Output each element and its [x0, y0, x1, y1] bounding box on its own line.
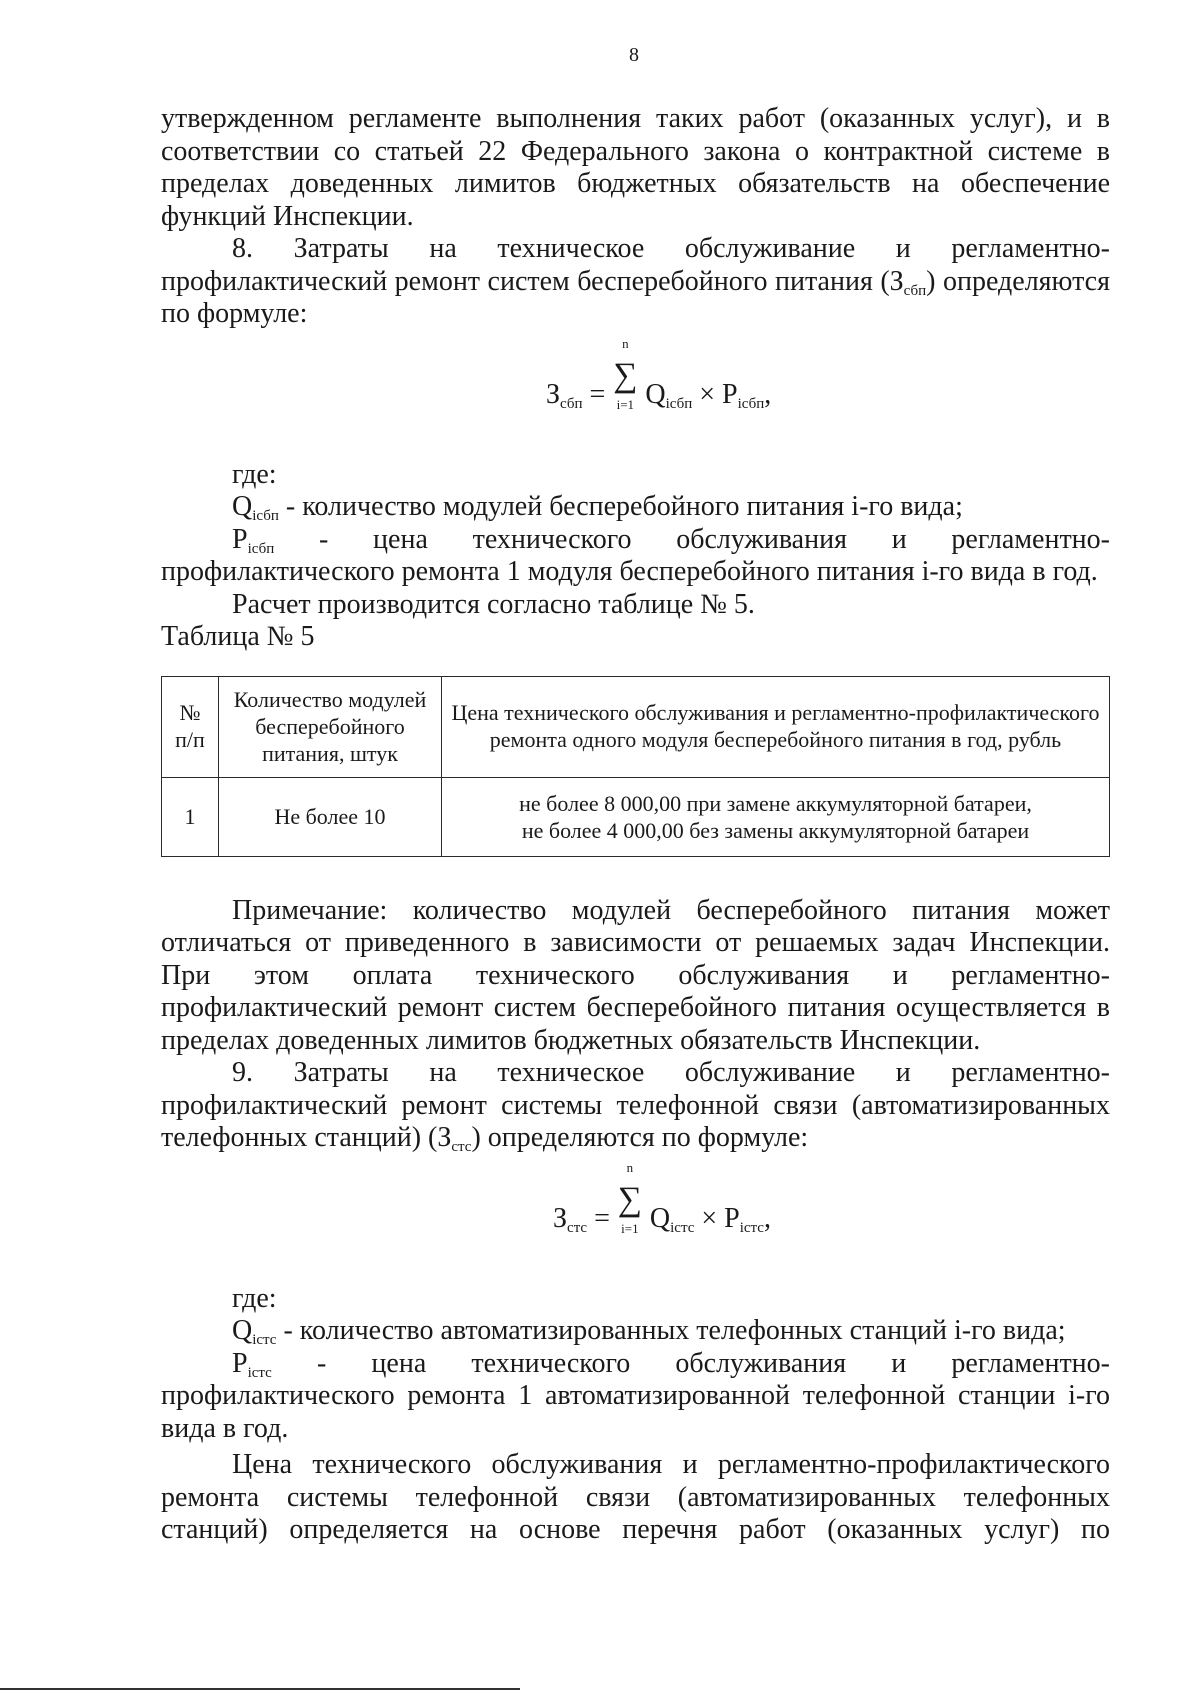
formula-phone-lhs: З — [553, 1202, 568, 1234]
where-label-1: где: — [232, 458, 277, 490]
formula-ups-comma: , — [764, 378, 772, 410]
formula-phone-times: × — [701, 1202, 718, 1234]
section-8-paragraph — [161, 233, 1110, 331]
table-header-row — [162, 676, 1110, 777]
section-9-subscript: стс — [451, 1139, 472, 1155]
table-cell-number: 1 — [162, 777, 219, 856]
sigma-icon: ∑ — [613, 356, 638, 394]
table-5 — [161, 676, 1110, 857]
formula-ups-q: Q — [645, 378, 666, 410]
section-8-text-before: 8. Затраты на техническое обслуживание и регламентно-профилактический ремонт систем бесперебойного питания (З — [161, 233, 1110, 297]
formula-ups-lhs-sub: сбп — [560, 395, 583, 412]
formula-phone-p-sub: iстс — [739, 1219, 764, 1236]
note-paragraph: Примечание: количество модулей бесперебойного питания может отличаться от приведенного в зависимости от решаемых задач Инспекции. При этом оплата технического обслуживания и регламентно-профилактический ремонт систем бесперебойного питания осуществляется в пределах доведенных лимитов бюджетных обязательств Инспекции. — [161, 894, 1110, 1056]
closing-paragraph: Цена технического обслуживания и регламентно-профилактического ремонта системы телефонной связи (автоматизированных телефонных станций) определяется на основе перечня работ (оказанных услуг) по — [161, 1449, 1110, 1545]
table-caption: Таблица № 5 — [161, 621, 315, 652]
table-header-price: Цена технического обслуживания и регламентно-профилактического ремонта одного модуля бесперебойного питания в год, рубль — [442, 676, 1110, 777]
formula-ups — [161, 331, 1110, 459]
price-line-with-battery: не более 8 000,00 при замене аккумуляторной батареи, — [519, 790, 1032, 816]
section-9-text-after: ) определяются по формуле: — [471, 1122, 809, 1153]
formula-phone-upper-limit: n — [626, 1159, 634, 1175]
bottom-scan-rule — [0, 1688, 520, 1690]
table-row — [162, 777, 1110, 856]
section-9-paragraph — [161, 1057, 1110, 1155]
sigma-icon: ∑ — [617, 1180, 643, 1218]
calculation-note: Расчет производится согласно таблице № 5. — [232, 588, 755, 620]
page-number: 8 — [629, 44, 639, 66]
table-cell-quantity: Не более 10 — [219, 777, 442, 856]
table-cell-price — [442, 777, 1110, 856]
definition-p-ups: $P_{iсбп}$ - цена технического обслуживания и регламентно-профилактического ремонта 1 модуля бесперебойного питания i-го вида в год. — [161, 523, 1110, 587]
document-body — [161, 103, 1110, 1547]
where-label-2: где: — [232, 1282, 277, 1314]
formula-ups-lower-limit: i=1 — [616, 396, 635, 412]
table-header-number: № п/п — [162, 676, 219, 777]
formula-ups-lhs: З — [546, 378, 561, 410]
section-9-text-before: 9. Затраты на техническое обслуживание и регламентно-профилактический ремонт системы телефонной связи (автоматизированных телефонных станций) (З — [161, 1057, 1110, 1153]
formula-phone-q: Q — [649, 1202, 671, 1234]
formula-phone-lhs-sub: стс — [567, 1219, 588, 1236]
formula-ups-times: × — [699, 378, 716, 410]
formula-phone-q-sub: iстс — [670, 1219, 695, 1236]
formula-phone-p: P — [724, 1202, 740, 1234]
formula-ups-p: P — [722, 378, 738, 410]
formula-ups-upper-limit: n — [622, 335, 629, 351]
formula-phone-lower-limit: i=1 — [621, 1220, 639, 1236]
formula-ups-q-sub: iсбп — [665, 395, 693, 412]
formula-phone-comma: , — [763, 1202, 771, 1234]
section-8-text-after: ) определяются по формуле: — [161, 265, 1110, 329]
formula-ups-p-sub: iсбп — [737, 395, 765, 412]
definition-p-phone: $P_{iстс}$ - цена технического обслуживания и регламентно-профилактического ремонта 1 автоматизированной телефонной станции i-го вида в год. — [161, 1347, 1110, 1444]
definition-q-phone: $Q_{iстс}$ - количество автоматизированных телефонных станций i-го вида; — [232, 1315, 1066, 1348]
table-header-quantity: Количество модулей бесперебойного питания, штук — [219, 676, 442, 777]
formula-phone-equals: = — [594, 1202, 610, 1234]
definition-q-ups: $Q_{iсбп}$ - количество модулей бесперебойного питания i-го вида; — [232, 491, 963, 524]
formula-ups-equals: = — [589, 378, 606, 410]
section-8-subscript: сбп — [903, 282, 927, 299]
intro-paragraph: утвержденном регламенте выполнения таких работ (оказанных услуг), и в соответствии со статьей 22 Федерального закона о контрактной системе в пределах доведенных лимитов бюджетных обязательств на обеспечение функций Инспекции. — [161, 103, 1110, 232]
price-line-without-battery: не более 4 000,00 без замены аккумуляторной батареи — [521, 817, 1030, 843]
formula-phone — [161, 1155, 1110, 1283]
